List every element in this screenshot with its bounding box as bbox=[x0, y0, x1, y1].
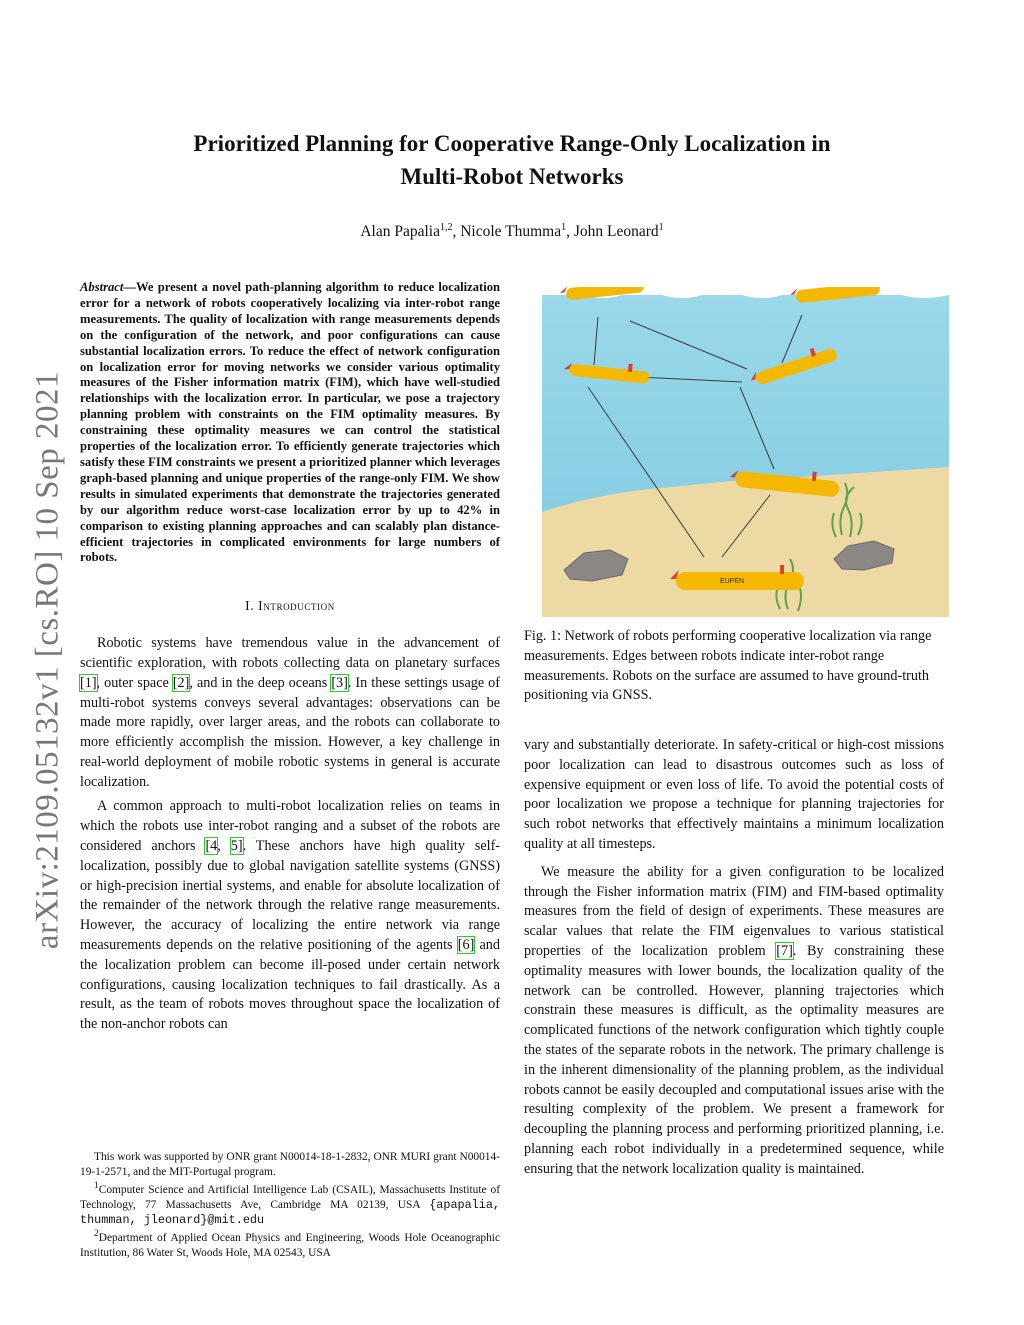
caption-text: Network of robots performing cooperative localization via range measurements. Edges between robots indicate inter-robot range measurements. Robots on the surface are assumed to have ground-truth positioning via GNSS. bbox=[524, 628, 932, 704]
abstract-text: We present a novel path-planning algorithm to reduce localization error for a network of robots cooperatively localizing via inter-robot range measurements. The quality of localization with range measurements depends on the configuration of the network, and poor configurations can cause substantial localization errors. To reduce the effect of network configuration on localization error for moving networks we consider various optimality measures of the Fisher information matrix (FIM), which have well-studied relationships with the localization error. In particular, we pose a trajectory planning problem with constraints on the FIM optimality measures. By constraining these optimality measures we can control the statistical properties of the localization error. To efficiently generate trajectories which satisfy these FIM constraints we present a prioritized planner which leverages graph-based planning and unique properties of the range-only FIM. We show results in simulated experiments that demonstrate the trajectories generated by our algorithm reduce worst-case localization error by up to 42% in comparison to existing planning approaches and can scalably plan distance-efficient trajectories in complicated environments for large numbers of robots. bbox=[80, 280, 500, 565]
author-affiliation: 1 bbox=[658, 222, 664, 233]
caption-label: Fig. 1: bbox=[524, 628, 562, 644]
author-list: Alan Papalia$^{1,2}$, Nicole Thumma$^1$, John Leonard$^1$ bbox=[360, 222, 664, 241]
affiliation-footnote-2: $^2$Department of Applied Ocean Physics and Engineering, Woods Hole Oceanographic Institution, 86 Water St, Woods Hole, MA 02543, USA bbox=[80, 1229, 500, 1259]
title-line-2: Multi-Robot Networks bbox=[400, 164, 624, 189]
section-title: Introduction bbox=[258, 598, 335, 614]
citation-link[interactable]: 5] bbox=[230, 838, 243, 855]
citation-link[interactable]: [6] bbox=[457, 937, 475, 954]
arxiv-identifier: arXiv:2109.05132v1 [cs.RO] 10 Sep 2021 bbox=[29, 370, 66, 950]
citation-link[interactable]: [1] bbox=[80, 674, 97, 691]
left-column bbox=[80, 280, 500, 1035]
figure-caption bbox=[524, 627, 944, 706]
abstract: Abstract—We present a novel path-planning algorithm to reduce localization error for a network of robots cooperatively localizing via inter-robot range measurements. The quality of localization with range measurements depends on the configuration of the network, and poor configurations can cause substantial localization errors. To reduce the effect of network configuration on localization error for moving networks we consider various optimality measures of the Fisher information matrix (FIM), which have well-studied relationships with the localization error. In particular, we pose a trajectory planning problem with constraints on the FIM optimality measures. By constraining these optimality measures we can control the statistical properties of the localization error. To efficiently generate trajectories which satisfy these FIM constraints we present a prioritized planner which leverages graph-based planning and unique properties of the range-only FIM. We show results in simulated experiments that demonstrate the trajectories generated by our algorithm reduce worst-case localization error by up to 42% in comparison to existing planning approaches and can scalably plan distance-efficient trajectories in complicated environments for large numbers of robots. bbox=[80, 280, 500, 565]
right-paragraph-2: We measure the ability for a given configuration to be localized through the Fisher information matrix (FIM) and FIM-based optimality measures from the field of design of experiments. These measures are scalar values that relate the FIM eigenvalues to various statistical properties of the localization problem [7]. By constraining these optimality measures with lower bounds, the localization quality of the network can be controlled. However, planning trajectories which constrain these measures is difficult, as the optimality measures are complicated functions of the network configuration which tightly couple the states of the separate robots in the network. The primary challenge is in the inherent dimensionality of the planning problem, as the individual robots cannot be easily decoupled and computational issues arise with the resulting complexity of the problem. We present a framework for decoupling the planning process and performing prioritized planning, i.e. planning each robot individually in a predetermined sequence, while ensuring that the network localization quality is maintained. bbox=[524, 863, 945, 1177]
citation-link[interactable]: [7] bbox=[776, 942, 793, 959]
author-affiliation: 1,2 bbox=[439, 222, 453, 233]
intro-paragraph-2: A common approach to multi-robot localization relies on teams in which the robots use inter-robot ranging and a subset of the robots are considered anchors [4, 5]. These anchors have high quality self-localization, possibly due to global navigation satellite systems (GNSS) or high-precision inertial systems, and enable for absolute localization of the remainder of the network through the relative range measurements. However, the accuracy of localizing the entire network via range measurements depends on the relative positioning of the agents [6] and the localization problem can become ill-posed under certain network configurations, causing localization techniques to fail drastically. As a result, as the team of robots moves throughout space the localization of the non-anchor robots can bbox=[80, 798, 501, 1033]
title-line-1: Prioritized Planning for Cooperative Range-Only Localization in bbox=[193, 131, 831, 156]
funding-footnote: This work was supported by ONR grant N00014-18-1-2832, ONR MURI grant N00014-19-1-2571, and the MIT-Portugal program. bbox=[80, 1151, 500, 1178]
figure-1 bbox=[542, 287, 949, 617]
author-emails: {apapalia, thumman, jleonard}@mit.edu bbox=[80, 1197, 500, 1227]
citation-link[interactable]: [2] bbox=[172, 674, 190, 691]
abstract-label: Abstract bbox=[80, 280, 124, 294]
footnotes bbox=[80, 1150, 500, 1261]
author-name: Alan Papalia bbox=[360, 223, 440, 241]
author-affiliation: 1 bbox=[561, 222, 567, 233]
robot-label: EUPEN bbox=[720, 578, 745, 585]
robot-network-illustration bbox=[542, 287, 949, 617]
citation-link[interactable]: [4 bbox=[205, 838, 218, 855]
right-column bbox=[524, 736, 944, 1180]
citation-link[interactable]: [3] bbox=[331, 674, 348, 691]
section-number: I. bbox=[245, 598, 255, 614]
right-paragraph-1: vary and substantially deteriorate. In safety-critical or high-cost missions poor localization can lead to disastrous outcomes such as loss of expensive equipment or even loss of life. To avoid the potential costs of poor localization we propose a technique for planning trajectories for such robot networks that effectively maintains a minimum localization quality at all timesteps. bbox=[524, 737, 944, 852]
author-name: Nicole Thumma bbox=[460, 223, 562, 241]
paper-title bbox=[100, 127, 924, 193]
intro-paragraph-1: Robotic systems have tremendous value in the advancement of scientific exploration, with robots collecting data on planetary surfaces [1], outer space [2], and in the deep oceans [3]. In these settings usage of multi-robot systems conveys several advantages: observations can be made more rapidly, over larger areas, and the robots can collaborate to more efficiently accomplish the mission. However, a key challenge in real-world deployment of mobile robotic systems in general is accurate localization. bbox=[80, 635, 500, 790]
author-name: John Leonard bbox=[573, 223, 659, 241]
section-heading bbox=[80, 596, 500, 616]
affiliation-footnote-1: $^1$Computer Science and Artificial Intelligence Lab (CSAIL), Massachusetts Institute of Technology, 77 Massachusetts Ave, Cambridge MA 02139, USA {apapalia, thumman, jleonard}@mit.edu bbox=[80, 1181, 500, 1227]
